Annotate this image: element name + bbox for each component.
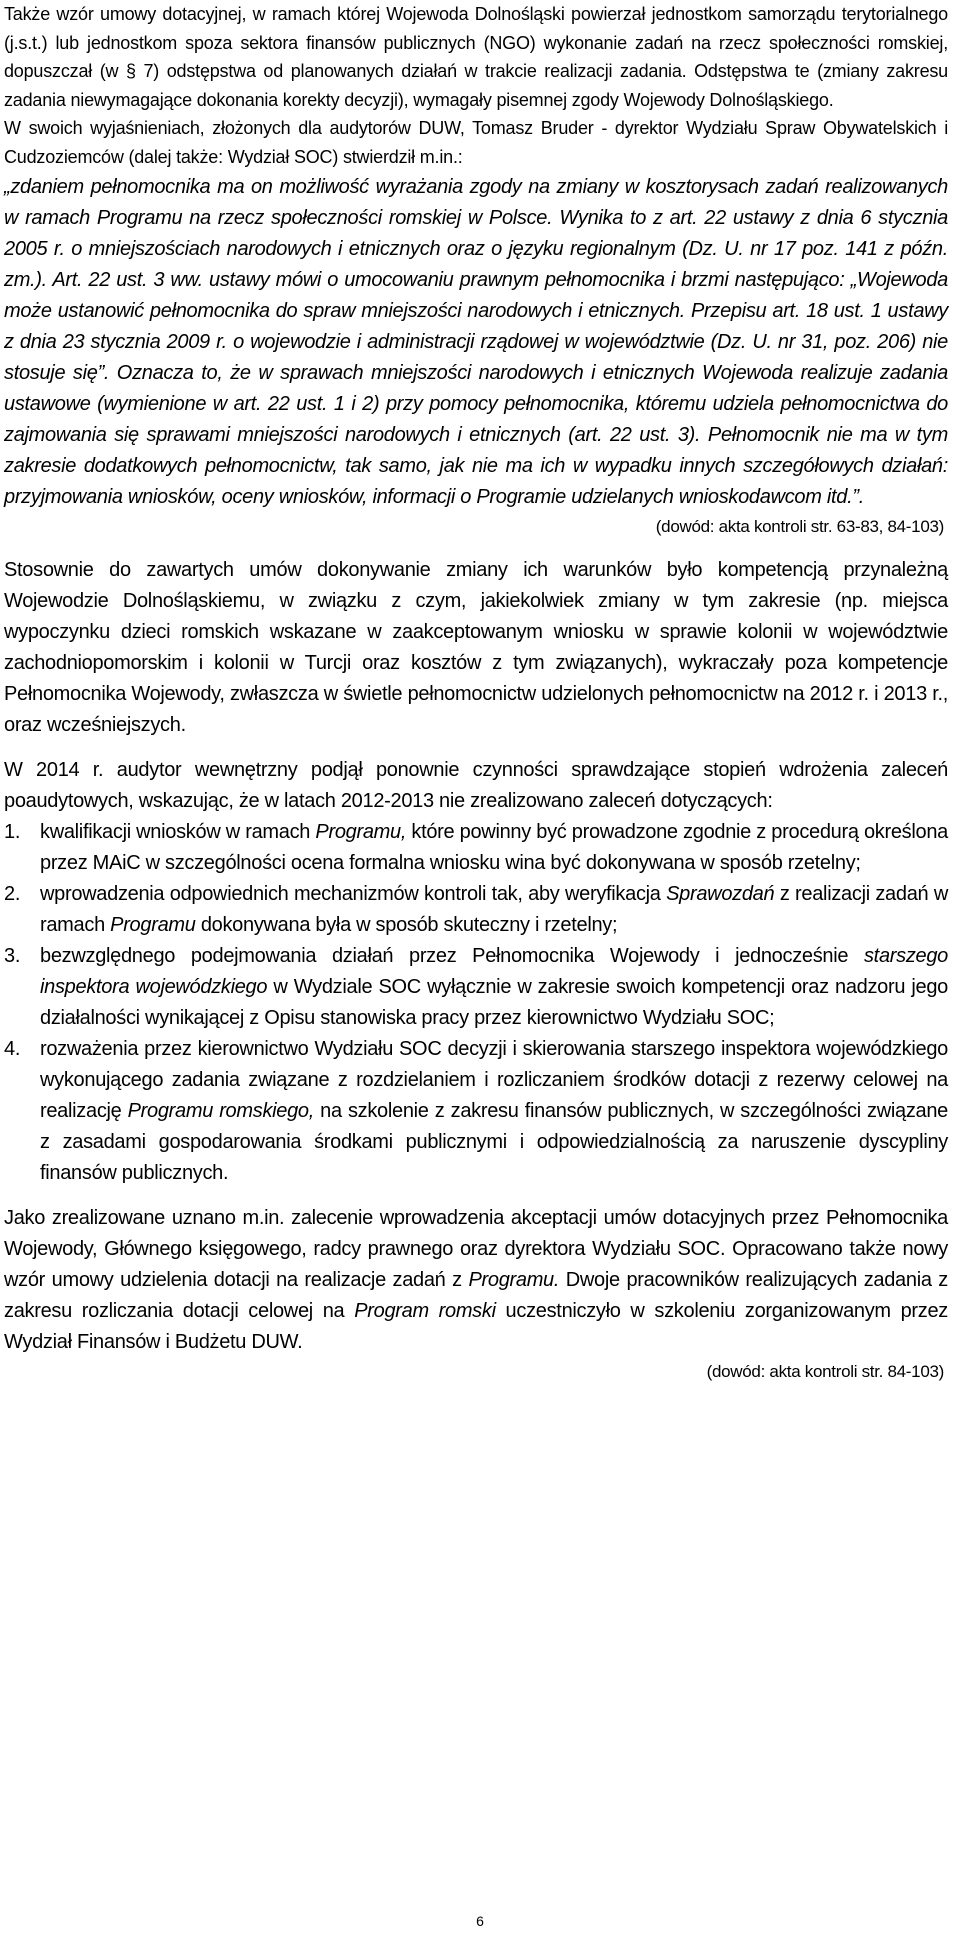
list-item [4,817,948,879]
list-item-italic: Programu, [315,820,407,843]
list-item-italic: Programu [110,913,196,936]
text-run: Dwoje pracowników realizujących zadania z zakresu rozliczania dotacji celowej na [4,1268,948,1322]
top-section [4,0,948,172]
recommendations-list [4,817,948,1189]
list-item-italic: Sprawozdań [666,882,775,905]
quoted-explanation: „zdaniem pełnomocnika ma on możliwość wyrażania zgody na zmiany w kosztorysach zadań realizowanych w ramach Programu na rzecz społeczności romskiej w Polsce. Wynika to z art. 22 ustawy z dnia 6 stycznia 2005 r. o mniejszościach narodowych i etnicznych oraz o języku regionalnym (Dz. U. nr 17 poz. 141 z późn. zm.). Art. 22 ust. 3 ww. ustawy mówi o umocowaniu prawnym pełnomocnika i brzmi następująco: „Wojewoda może ustanowić pełnomocnika do spraw mniejszości narodowych i etnicznych. Przepisu art. 18 ust. 1 ustawy z dnia 23 stycznia 2009 r. o wojewodzie i administracji rządowej w województwie (Dz. U. nr 31, poz. 206) nie stosuje się”. Oznacza to, że w sprawach mniejszości narodowych i etnicznych Wojewoda realizuje zadania ustawowe (wymienione w art. 22 ust. 1 i 2) przy pomocy pełnomocnika, któremu udziela pełnomocnictwa do zajmowania się sprawami mniejszości narodowych i etnicznych (art. 22 ust. 3). Pełnomocnik nie ma w tym zakresie dodatkowych pełnomocnictw, tak samo, jak nie ma ich w wypadku innych szczegółowych działań: przyjmowania wniosków, oceny wniosków, informacji o Programie udzielanych wnioskodawcom itd.”. [4,175,948,508]
list-item [4,941,948,1034]
text-run-italic: Program romski [354,1299,496,1322]
paragraph-audit-2014: W 2014 r. audytor wewnętrzny podjął ponownie czynności sprawdzające stopień wdrożenia zaleceń poaudytowych, wskazując, że w latach 2012-2013 nie zrealizowano zaleceń dotyczących: [4,758,948,812]
list-item-number: 4. [4,1037,21,1060]
paragraph-explanations-intro: W swoich wyjaśnieniach, złożonych dla audytorów DUW, Tomasz Bruder - dyrektor Wydziału Spraw Obywatelskich i Cudzoziemców (dalej także: Wydział SOC) stwierdził m.in.: [4,118,948,167]
text-run: Jako zrealizowane uznano m.in. zalecenie wprowadzenia akceptacji umów dotacyjnych przez Pełnomocnika Wojewody, Głównego księgowego, radcy prawnego oraz dyrektora Wydziału SOC. Opracowano także nowy wzór umowy udzielenia dotacji na realizacje zadań z [4,1206,948,1291]
list-item-text: wprowadzenia odpowiednich mechanizmów kontroli tak, aby weryfikacja [40,882,667,905]
list-item [4,879,948,941]
list-item-text: w Wydziale SOC wyłącznie w zakresie swoich kompetencji oraz nadzoru jego działalności wynikającej z Opisu stanowiska pracy przez kierownictwo Wydziału SOC; [40,975,948,1029]
list-item-text: dokonywana była w sposób skuteczny i rzetelny; [195,913,618,936]
list-item-number: 1. [4,820,21,843]
list-item-number: 2. [4,882,21,905]
list-item-italic: starszego inspektora wojewódzkiego [40,944,948,998]
paragraph-implemented [4,1203,948,1358]
list-item [4,1034,948,1189]
evidence-note-2: (dowód: akta kontroli str. 84-103) [706,1361,944,1381]
list-item-text: na szkolenie z zakresu finansów publicznych, w szczególności związane z zasadami gospodarowania środkami publicznymi i odpowiedzialnością za naruszenie dyscypliny finansów publicznych. [40,1099,949,1184]
list-item-text: z realizacji zadań w ramach [40,882,949,936]
page-number: 6 [476,1913,484,1929]
list-item-italic: Programu romskiego, [127,1099,315,1122]
list-item-text: bezwzględnego podejmowania działań przez Pełnomocnika Wojewody i jednocześnie [40,944,864,967]
paragraph-contract-deviations: Także wzór umowy dotacyjnej, w ramach której Wojewoda Dolnośląski powierzał jednostkom samorządu terytorialnego (j.s.t.) lub jednostkom spoza sektora finansów publicznych (NGO) wykonanie zadań na rzecz społeczności romskiej, dopuszczał (w § 7) odstępstwa od planowanych działań w trakcie realizacji zadania. Odstępstwa te (zmiany zakresu zadania niewymagające dokonania korekty decyzji), wymagały pisemnej zgody Wojewody Dolnośląskiego. [4,4,948,110]
list-item-text: rozważenia przez kierownictwo Wydziału SOC decyzji i skierowania starszego inspektora wojewódzkiego wykonującego zadania związane z rozdzielaniem i rozliczaniem środków dotacji z rezerwy celowej na realizację [40,1037,948,1122]
main-section [4,172,948,1386]
list-item-number: 3. [4,944,21,967]
evidence-note-1: (dowód: akta kontroli str. 63-83, 84-103) [655,516,944,536]
list-item-text: kwalifikacji wniosków w ramach [40,820,316,843]
paragraph-competences: Stosownie do zawartych umów dokonywanie zmiany ich warunków było kompetencją przynależną Wojewodzie Dolnośląskiemu, w związku z czym, jakiekolwiek zmiany w tym zakresie (np. miejsca wypoczynku dzieci romskich wskazane w zaakceptowanym wniosku w sprawie kolonii w województwie zachodniopomorskim i kolonii w Turcji oraz kosztów z tym związanych), wykraczały poza kompetencje Pełnomocnika Wojewody, zwłaszcza w świetle pełnomocnictw udzielonych pełnomocnictw na 2012 r. i 2013 r., oraz wcześniejszych. [4,558,948,736]
text-run-italic: Programu. [468,1268,560,1291]
text-run: uczestniczyło w szkoleniu zorganizowanym przez Wydział Finansów i Budżetu DUW. [4,1299,949,1353]
list-item-text: które powinny być prowadzone zgodnie z procedurą określona przez MAiC w szczególności ocena formalna wniosku wina być dokonywana w sposób rzetelny; [40,820,948,874]
